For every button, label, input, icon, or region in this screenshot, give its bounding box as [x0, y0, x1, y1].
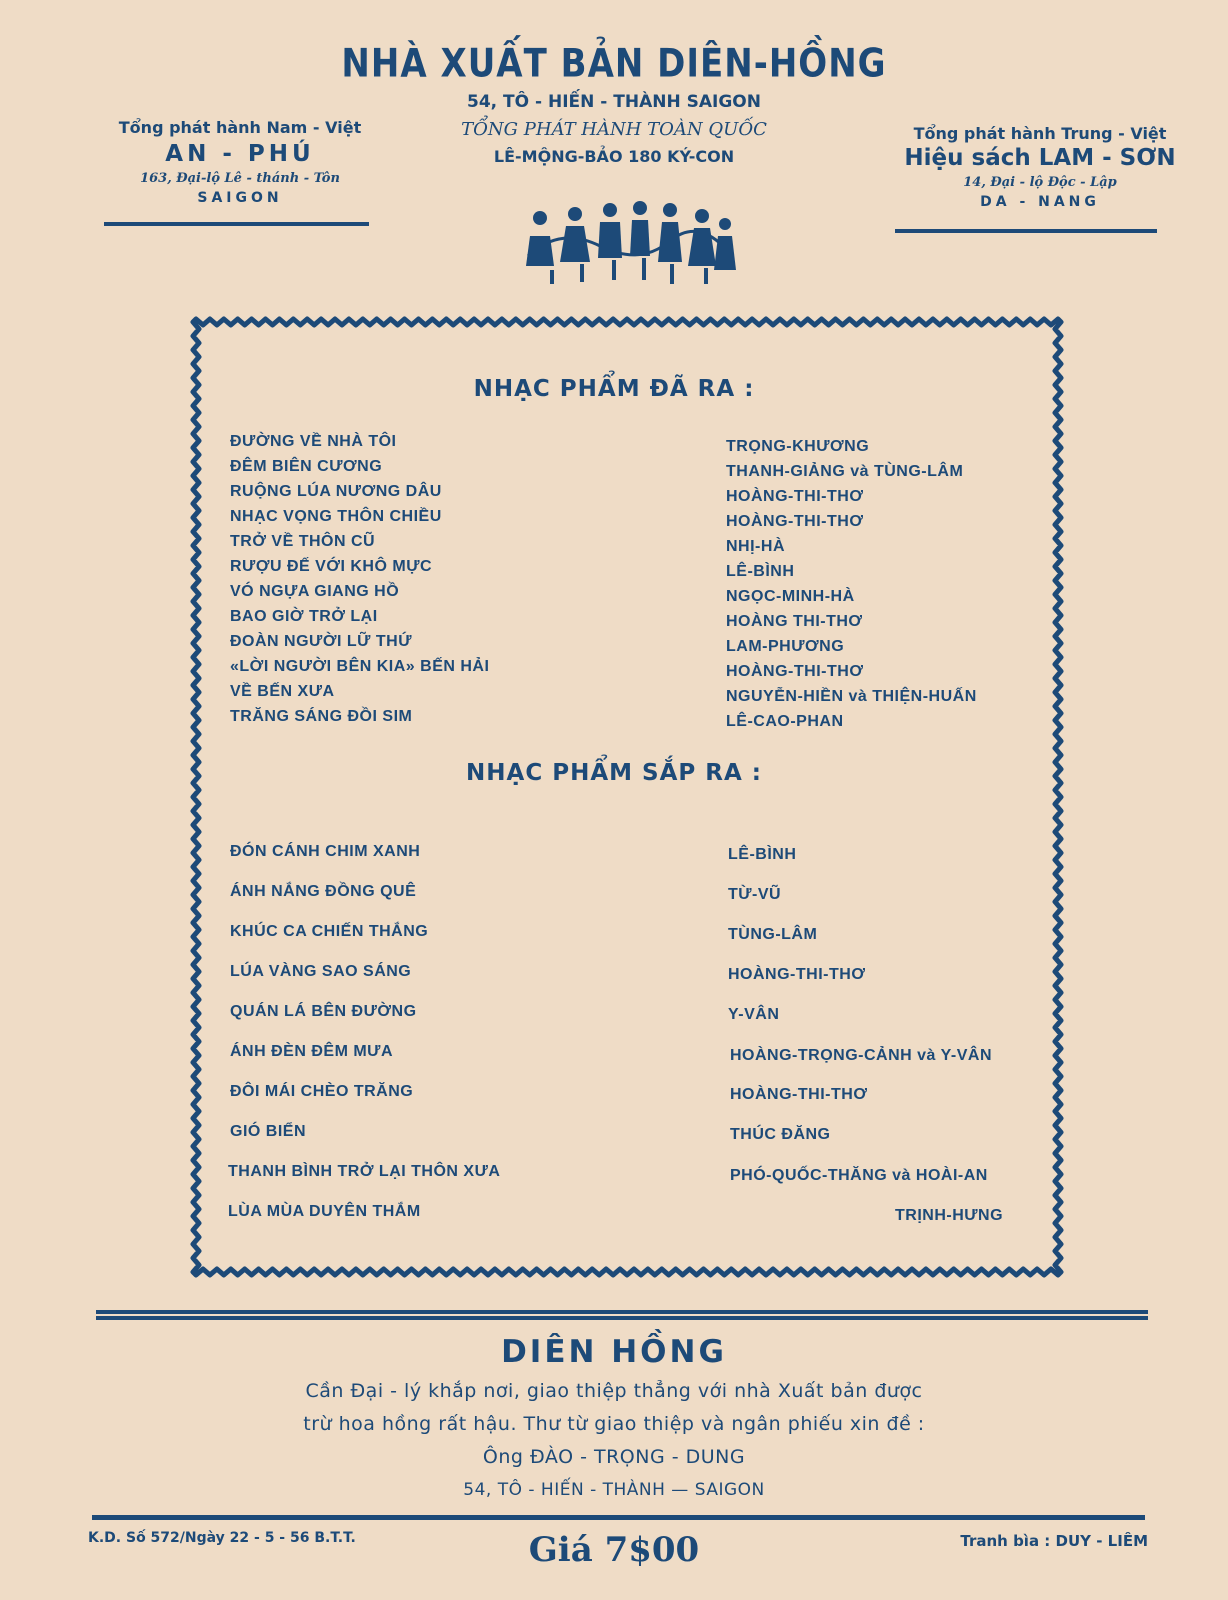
publisher-title: NHÀ XUẤT BẢN DIÊN-HỒNG: [341, 41, 887, 87]
released-heading: NHẠC PHẨM ĐÃ RA :: [473, 376, 755, 402]
upcoming-title: QUÁN LÁ BÊN ĐƯỜNG: [230, 1003, 417, 1020]
released-title: VÓ NGỰA GIANG HỒ: [230, 583, 400, 600]
released-author: HOÀNG-THI-THƠ: [726, 663, 864, 680]
upcoming-title: GIÓ BIỂN: [230, 1123, 307, 1140]
footer-line-1: Cần Đại - lý khắp nơi, giao thiệp thẳng với nhà Xuất bản được: [305, 1380, 923, 1402]
upcoming-title: ÁNH NẮNG ĐỒNG QUÊ: [230, 883, 417, 900]
upcoming-heading: NHẠC PHẨM SẮP RA :: [466, 760, 762, 786]
left-distributor-label: Tổng phát hành Nam - Việt: [118, 118, 362, 137]
released-title: RƯỢU ĐẾ VỚI KHÔ MỰC: [230, 558, 433, 575]
footer-address: 54, TÔ - HIẾN - THÀNH — SAIGON: [463, 1480, 765, 1500]
released-title: NHẠC VỌNG THÔN CHIỀU: [230, 508, 442, 525]
upcoming-author: TÙNG-LÂM: [728, 926, 818, 943]
upcoming-author: HOÀNG-TRỌNG-CẢNH và Y-VÂN: [730, 1047, 992, 1064]
released-author: HOÀNG-THI-THƠ: [726, 488, 864, 505]
upcoming-title: KHÚC CA CHIẾN THẮNG: [230, 923, 429, 940]
upcoming-title: ĐÓN CÁNH CHIM XANH: [230, 843, 421, 860]
upcoming-title: ÁNH ĐÈN ĐÊM MƯA: [230, 1043, 393, 1060]
price: Giá 7$00: [528, 1530, 700, 1570]
released-author: HOÀNG-THI-THƠ: [726, 513, 864, 530]
released-title: VỀ BẾN XƯA: [230, 683, 335, 700]
left-distributor-city: SAIGON: [197, 190, 283, 206]
released-author: TRỌNG-KHƯƠNG: [726, 438, 870, 455]
released-author: NHỊ-HÀ: [726, 538, 785, 555]
right-distributor-name: Hiệu sách LAM - SƠN: [904, 145, 1176, 171]
upcoming-title: THANH BÌNH TRỞ LẠI THÔN XƯA: [228, 1163, 501, 1180]
released-title: BAO GIỜ TRỞ LẠI: [230, 608, 378, 625]
released-title: «LỜI NGƯỜI BÊN KIA» BẾN HẢI: [230, 658, 490, 675]
released-title: ĐƯỜNG VỀ NHÀ TÔI: [230, 433, 397, 450]
released-author: NGUYỄN-HIỀN và THIỆN-HUẤN: [726, 688, 977, 705]
upcoming-author: LÊ-BÌNH: [728, 846, 797, 863]
footer-contact: Ông ĐÀO - TRỌNG - DUNG: [482, 1446, 746, 1468]
upcoming-author: TỪ-VŨ: [728, 886, 782, 903]
upcoming-author: TRỊNH-HƯNG: [895, 1207, 1004, 1224]
left-distributor-address: 163, Đại-lộ Lê - thánh - Tôn: [140, 171, 340, 186]
upcoming-title: ĐÔI MÁI CHÈO TRĂNG: [230, 1083, 414, 1100]
footer-publisher-name: DIÊN HỒNG: [501, 1334, 727, 1370]
upcoming-author: HOÀNG-THI-THƠ: [730, 1086, 868, 1103]
publisher-branch: LÊ-MỘNG-BẢO 180 KÝ-CON: [493, 147, 735, 166]
left-distributor-name: AN - PHÚ: [165, 141, 315, 167]
upcoming-author: PHÓ-QUỐC-THĂNG và HOÀI-AN: [730, 1167, 988, 1184]
released-author: NGỌC-MINH-HÀ: [726, 588, 855, 605]
publisher-address: 54, TÔ - HIẾN - THÀNH SAIGON: [467, 92, 761, 112]
license-number: K.D. Số 572/Ngày 22 - 5 - 56 B.T.T.: [88, 1530, 356, 1546]
released-title: ĐÊM BIÊN CƯƠNG: [230, 458, 383, 475]
cover-artist: Tranh bìa : DUY - LIÊM: [960, 1532, 1148, 1550]
footer-line-2: trừ hoa hồng rất hậu. Thư từ giao thiệp và ngân phiếu xin đề :: [303, 1413, 925, 1435]
upcoming-author: HOÀNG-THI-THƠ: [728, 966, 866, 983]
released-author: THANH-GIẢNG và TÙNG-LÂM: [726, 463, 964, 480]
upcoming-author: Y-VÂN: [728, 1006, 780, 1023]
footer-top-divider: [96, 1310, 1148, 1316]
released-title: RUỘNG LÚA NƯƠNG DÂU: [230, 483, 442, 500]
released-title: TRĂNG SÁNG ĐỒI SIM: [230, 708, 413, 725]
upcoming-author: THÚC ĐĂNG: [730, 1126, 831, 1143]
upcoming-title: LÙA MÙA DUYÊN THẮM: [228, 1203, 421, 1220]
publisher-tagline: TỔNG PHÁT HÀNH TOÀN QUỐC: [461, 119, 767, 140]
released-author: LAM-PHƯƠNG: [726, 638, 845, 655]
released-author: HOÀNG THI-THƠ: [726, 613, 863, 630]
right-distributor-label: Tổng phát hành Trung - Việt: [913, 124, 1167, 143]
released-author: LÊ-CAO-PHAN: [726, 713, 844, 730]
released-author: LÊ-BÌNH: [726, 563, 795, 580]
upcoming-title: LÚA VÀNG SAO SÁNG: [230, 963, 412, 980]
footer-bottom-divider: [92, 1515, 1145, 1520]
released-title: ĐOÀN NGƯỜI LỮ THỨ: [230, 633, 412, 650]
right-distributor-address: 14, Đại - lộ Độc - Lập: [963, 175, 1117, 190]
right-distributor-city: DA - NANG: [980, 194, 1100, 210]
released-title: TRỞ VỀ THÔN CŨ: [230, 533, 376, 550]
